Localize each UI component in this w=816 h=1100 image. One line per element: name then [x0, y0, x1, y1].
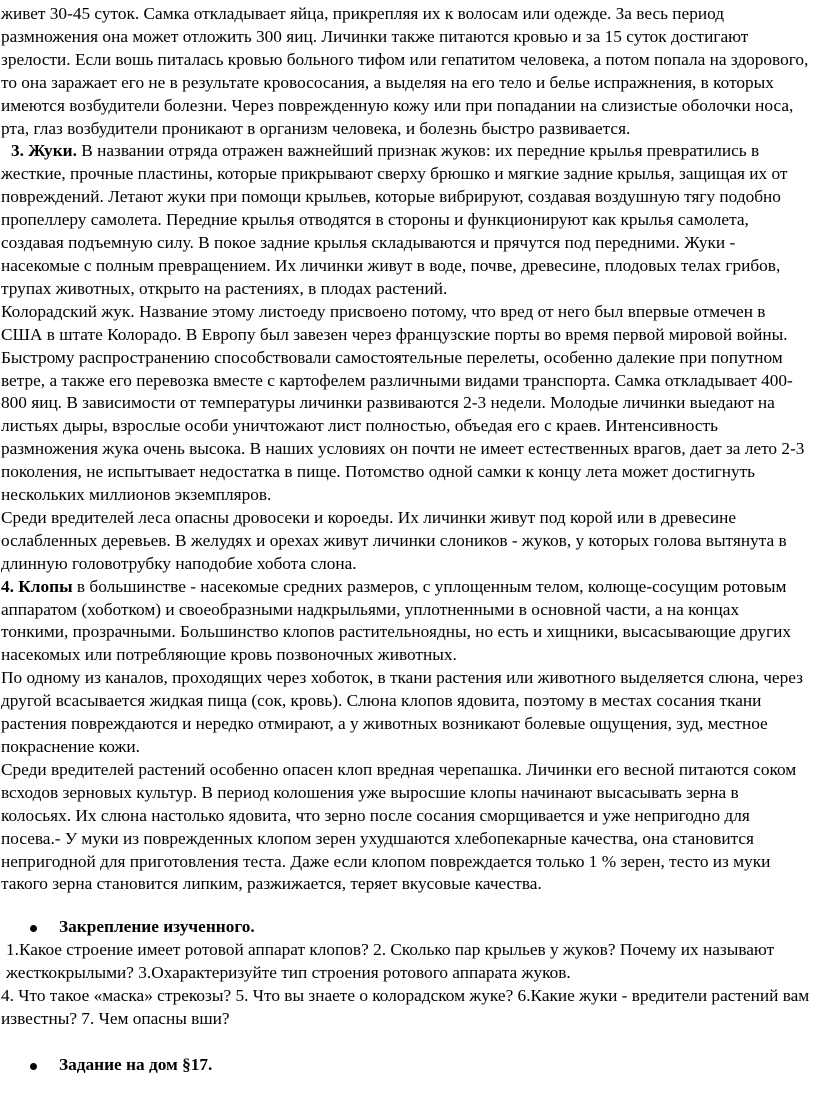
beetles-text: В названии отряда отражен важнейший признак жуков: их передние крылья превратились в жесткие, прочные пластины, которые прикрывают сверху брюшко и мягкие задние крылья, защищая их от повреждений. Летают жуки при помощи крыльев, которые вибрируют, создавая воздушную тягу подобно пропеллеру самолета. Передние крылья отводятся в стороны и функционируют как крылья самолета, создавая подъемную силу. В покое задние крылья складываются и прячутся под передними. Жуки - насекомые с полным превращением. Их личинки живут в воде, почве, древесине, плодовых телах грибов, трупах животных, открыто на растениях, в плодах растений. — [1, 141, 788, 298]
bugs-heading: 4. Клопы — [1, 576, 73, 596]
homework-heading: Задание на дом §17. — [59, 1054, 213, 1074]
review-heading-item — [1, 916, 810, 939]
review-questions-1: 1.Какое строение имеет ротовой аппарат клопов? 2. Сколько пар крыльев у жуков? Почему их называют жесткокрылыми? 3.Охарактеризуйте тип строения ротового аппарата жуков. — [6, 940, 775, 983]
homework-item — [1, 1054, 810, 1077]
beetles-paragraph — [1, 140, 810, 300]
bullet-icon — [30, 1063, 37, 1070]
spacer — [1, 1031, 810, 1054]
proboscis-paragraph: По одному из каналов, проходящих через хоботок, в ткани растения или животного выделяется слюна, через другой всасывается жидкая пища (сок, кровь). Слюна клопов ядовита, поэтому в местах сосания ткани растения повреждаются и нередко отмирают, а у животных возникают болевые ощущения, зуд, местное покраснение кожи. — [1, 668, 803, 756]
bugs-text: в большинстве - насекомые средних размеров, с уплощенным телом, колюще-сосущим ротовым аппаратом (хоботком) и своеобразными надкрыльями, уплотненными в основной части, а на концах тонкими, прозрачными. Большинство клопов растительноядны, но есть и хищники, высасывающие других насекомых или потребляющие кровь позвоночных животных. — [1, 576, 792, 665]
lice-paragraph: живет 30-45 суток. Самка откладывает яйца, прикрепляя их к волосам или одежде. За весь период размножения она может отложить 300 яиц. Личинки также питаются кровью и за 15 суток достигают зрелости. Если вошь питалась кровью больного тифом или гепатитом человека, а потом попала на здорового, то она заражает его не в результате кровососания, а выделяя на его тело и белье испражнения, в которых имеются возбудители болезни. Через поврежденную кожу или при попадании на слизистые оболочки носа, рта, глаз возбудители проникают в организм человека, и болезнь быстро развивается. — [1, 4, 809, 138]
review-questions-2: 4. Что такое «маска» стрекозы? 5. Что вы знаете о колорадском жуке? 6.Какие жуки - вредители растений вам известны? 7. Чем опасны вши? — [1, 986, 810, 1028]
spacer — [1, 896, 810, 916]
bullet-icon — [30, 925, 37, 932]
forest-pests-paragraph: Среди вредителей леса опасны дровосеки и короеды. Их личинки живут под корой или в древесине ослабленных деревьев. В желудях и орехах живут личинки слоников - жуков, у которых голова вытянута в длинную головотрубку наподобие хобота слона. — [1, 507, 787, 573]
review-heading: Закрепление изученного. — [59, 917, 255, 937]
beetles-heading: 3. Жуки. — [11, 141, 77, 161]
bugs-paragraph — [1, 576, 810, 668]
colorado-beetle-paragraph: Колорадский жук. Название этому листоеду присвоено потому, что вред от него был впервые отмечен в США в штате Колорадо. В Европу был завезен через французские порты во время первой мировой войны. Быстрому распространению способствовали самостоятельные перелеты, особенно далекие при попутном ветре, а также его перевозка вместе с картофелем различными видами транспорта. Самка откладывает 400-800 яиц. В зависимости от температуры личинки развиваются 2-3 недели. Молодые личинки выедают на листьях дыры, взрослые особи уничтожают лист полностью, объедая его с краев. Интенсивность размножения жука очень высока. В наших условиях он почти не имеет естественных врагов, дает за лето 2-3 поколения, не испытывает недостатка в пище. Потомство одной самки к концу лета может достигнуть нескольких миллионов экземпляров. — [1, 301, 805, 505]
sunn-pest-paragraph: Среди вредителей растений особенно опасен клоп вредная черепашка. Личинки его весной питаются соком всходов зерновых культур. В период колошения уже выросшие клопы начинают высасывать зерна в колосьях. Их слюна настолько ядовита, что зерно после сосания сморщивается и уже непригодно для посева.- У муки из поврежденных клопом зерен ухудшаются хлебопекарные качества, она становится непригодной для приготовления теста. Даже если клопом повреждается только 1 % зерен, тесто из муки такого зерна становится липким, разжижается, теряет вкусовые качества. — [1, 759, 797, 894]
